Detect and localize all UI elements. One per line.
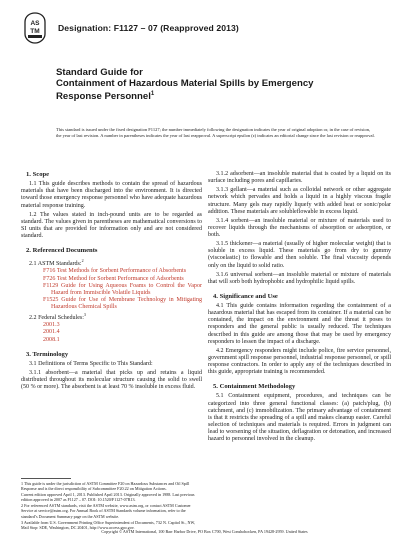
para-4-2: 4.2 Emergency responders might include police, fire service personnel, government spill response personnel, industrial response personnel, or spill response contractors. In order to apply any of the techniques described in this guide, appropriate training is recommended.	[208, 347, 391, 376]
left-column	[21, 171, 202, 393]
title-line-2: Containment of Hazardous Material Spills by Emergency	[56, 78, 314, 89]
para-3-1-6: 3.1.6 universal sorbent—an insoluble material or mixture of materials that will sorb both hydrophobic and hydrophilic liquid spills.	[208, 271, 391, 285]
section-3-heading: 3. Terminology	[26, 350, 69, 358]
para-5-1: 5.1 Containment equipment, procedures, and techniques can be categorized into three general functional classes: (a) patch/plug, (b) catchment, and (c) immobilization. The primary advantage of containment is that it restricts the spreading of a spill and makes cleanup easier. Careful selection of techniques and materials is required. Errors in judgment can lead to worsening of the situation, deflagration or detonation, and increased hazard to personnel involved in the cleanup.	[208, 393, 391, 443]
federal-schedule-2[interactable]: 2001.4	[43, 329, 60, 336]
designation-note	[56, 127, 376, 139]
federal-schedule-3[interactable]: 2008.1	[43, 336, 60, 343]
para-1-1: 1.1 This guide describes methods to contain the spread of hazardous materials that have been discharged into the environment. It is directed toward those emergency response personnel who have adequate hazardous material response training.	[21, 181, 202, 209]
para-4-1: 4.1 This guide contains information regarding the containment of a hazardous material that has escaped from its container. If a material can be contained, the impact on the environment and the threat it poses to responders and the general public is usually reduced. The techniques described in this guide are among those that may be used by emergency responders to lessen the impact of a discharge.	[208, 303, 391, 345]
ref-f716[interactable]	[21, 268, 202, 275]
footnote-divider	[21, 478, 71, 479]
designation: Designation: F1127 – 07 (Reapproved 2013)	[58, 23, 239, 33]
para-2-1-text: 2.1 ASTM Standards:	[29, 261, 82, 268]
svg-text:TM: TM	[30, 28, 40, 35]
footnote-3: 3 Available from U.S. Government Printing Office Superintendent of Documents, 732 N. Capitol St., NW, Mail Stop: SDE, Washington, DC 20401, http://www.access.gpo.gov.	[21, 519, 195, 530]
para-3-1-3: 3.1.3 gellant—a material such as colloidal network or other aggregate network which pervades and holds a liquid in a highly viscous fragile structure. Many gels may rapidly liquefy with added heat or sonic/polar addition. These materials are solubleflowable in excess liquid.	[208, 187, 391, 215]
svg-text:AS: AS	[30, 20, 40, 27]
section-1-heading: 1. Scope	[26, 171, 50, 178]
designation-note-text: This standard is issued under the fixed designation F1127; the number immediately following the designation indicates the year of original adoption or, in the case of revision, the year of last revision. A number in parentheses indicates the year of last reapproval. A superscript epsilon (ε) indicates an editorial change since the last revision or reapproval.	[56, 127, 375, 139]
federal-schedule-1[interactable]: 2001.3	[43, 322, 60, 329]
para-3-1: 3.1 Definitions of Terms Specific to This Standard:	[29, 360, 153, 367]
footnote-2: 2 For referenced ASTM standards, visit the ASTM website, www.astm.org, or contact ASTM Customer Service at service@astm.org. For Annual Book of ASTM Standards volume information, refer to the standard’s Document Summary page on the ASTM website.	[21, 503, 191, 519]
para-3-1-5: 3.1.5 thickener—a material (usually of higher molecular weight) that is soluble in excess liquid. These materials go from dry to gummy (viscoelastic) to flowable and then soluble. The final viscosity depends only on the liquid to solid ratio.	[208, 241, 391, 269]
ref-f716-code[interactable]: F716	[43, 268, 56, 275]
ref-f726-text[interactable]: Test Method for Sorbent Performance of Adsorbents	[55, 275, 184, 282]
footnote-1: 1 This guide is under the jurisdiction of ASTM Committee F20 on Hazardous Substances and Oil Spill Response and is the direct responsibility of Subcommittee F20.22 on Mitigation Actions.	[21, 481, 190, 492]
ref-f1129-code[interactable]: F1129	[43, 282, 59, 289]
ref-f1525-code[interactable]: F1525	[43, 296, 59, 303]
ref-f1129[interactable]	[21, 283, 202, 297]
copyright-footer: Copyright © ASTM International, 100 Barr Harbor Drive, PO Box C700, West Conshohocken, PA 19428-2959. United States	[101, 529, 308, 534]
title-footnote-mark: 1	[150, 91, 155, 97]
section-5-heading: 5. Containment Methodology	[213, 383, 296, 391]
para-2-1	[21, 257, 202, 268]
para-2-2	[21, 311, 202, 322]
footnote-1b: Current edition approved April 1, 2013. Published April 2013. Originally approved in 1988. Last previous edition approved in 2007 as F1127 – 07. DOI: 10.1520/F1127-07R13.	[21, 492, 195, 503]
para-2-2-text: 2.2 Federal Schedules:	[29, 315, 84, 322]
section-2-heading: 2. Referenced Documents	[26, 247, 98, 255]
para-2-2-sup: 3	[83, 312, 86, 318]
para-3-1-1: 3.1.1 absorbent—a material that picks up and retains a liquid distributed throughout its molecular structure causing the solid to swell (50 % or more). The absorbent is at least 70 % insoluble in excess fluid.	[21, 369, 202, 391]
document-title	[56, 67, 376, 102]
ref-f726-code[interactable]: F726	[43, 275, 56, 282]
footnotes	[21, 481, 202, 531]
ref-f1129-text[interactable]: Guide for Using Aqueous Foams to Control the Vapor Hazard from Immiscible Volatile Liquids	[51, 282, 202, 296]
para-3-1-2: 3.1.2 adsorbent—an insoluble material that is coated by a liquid on its surface including pores and capillaries.	[208, 171, 391, 185]
section-4-heading: 4. Significance and Use	[213, 292, 278, 300]
para-2-1-sup: 2	[81, 258, 84, 264]
ref-f1525-text[interactable]: Guide for Use of Membrane Technology in Mitigating Hazardous Chemical Spills	[51, 296, 202, 311]
title-line-3-text: Response Personnel	[56, 91, 151, 103]
ref-f1525[interactable]	[21, 297, 202, 311]
para-3-1-4: 3.1.4 sorbent—an insoluble material or mixture of materials used to recover liquids through the mechanisms of absorption or adsorption, or both.	[208, 217, 391, 238]
right-column	[208, 171, 391, 445]
para-1-2: 1.2 The values stated in inch-pound units are to be regarded as standard. The values given in parentheses are mathematical conversions to SI units that are provided for information only and are not considered standard.	[21, 211, 202, 239]
ref-f726[interactable]	[21, 276, 202, 283]
title-line-3	[56, 89, 376, 102]
ref-f716-text[interactable]: Test Methods for Sorbent Performance of Absorbents	[55, 268, 187, 275]
title-line-1: Standard Guide for	[56, 67, 143, 78]
astm-logo	[22, 12, 48, 44]
